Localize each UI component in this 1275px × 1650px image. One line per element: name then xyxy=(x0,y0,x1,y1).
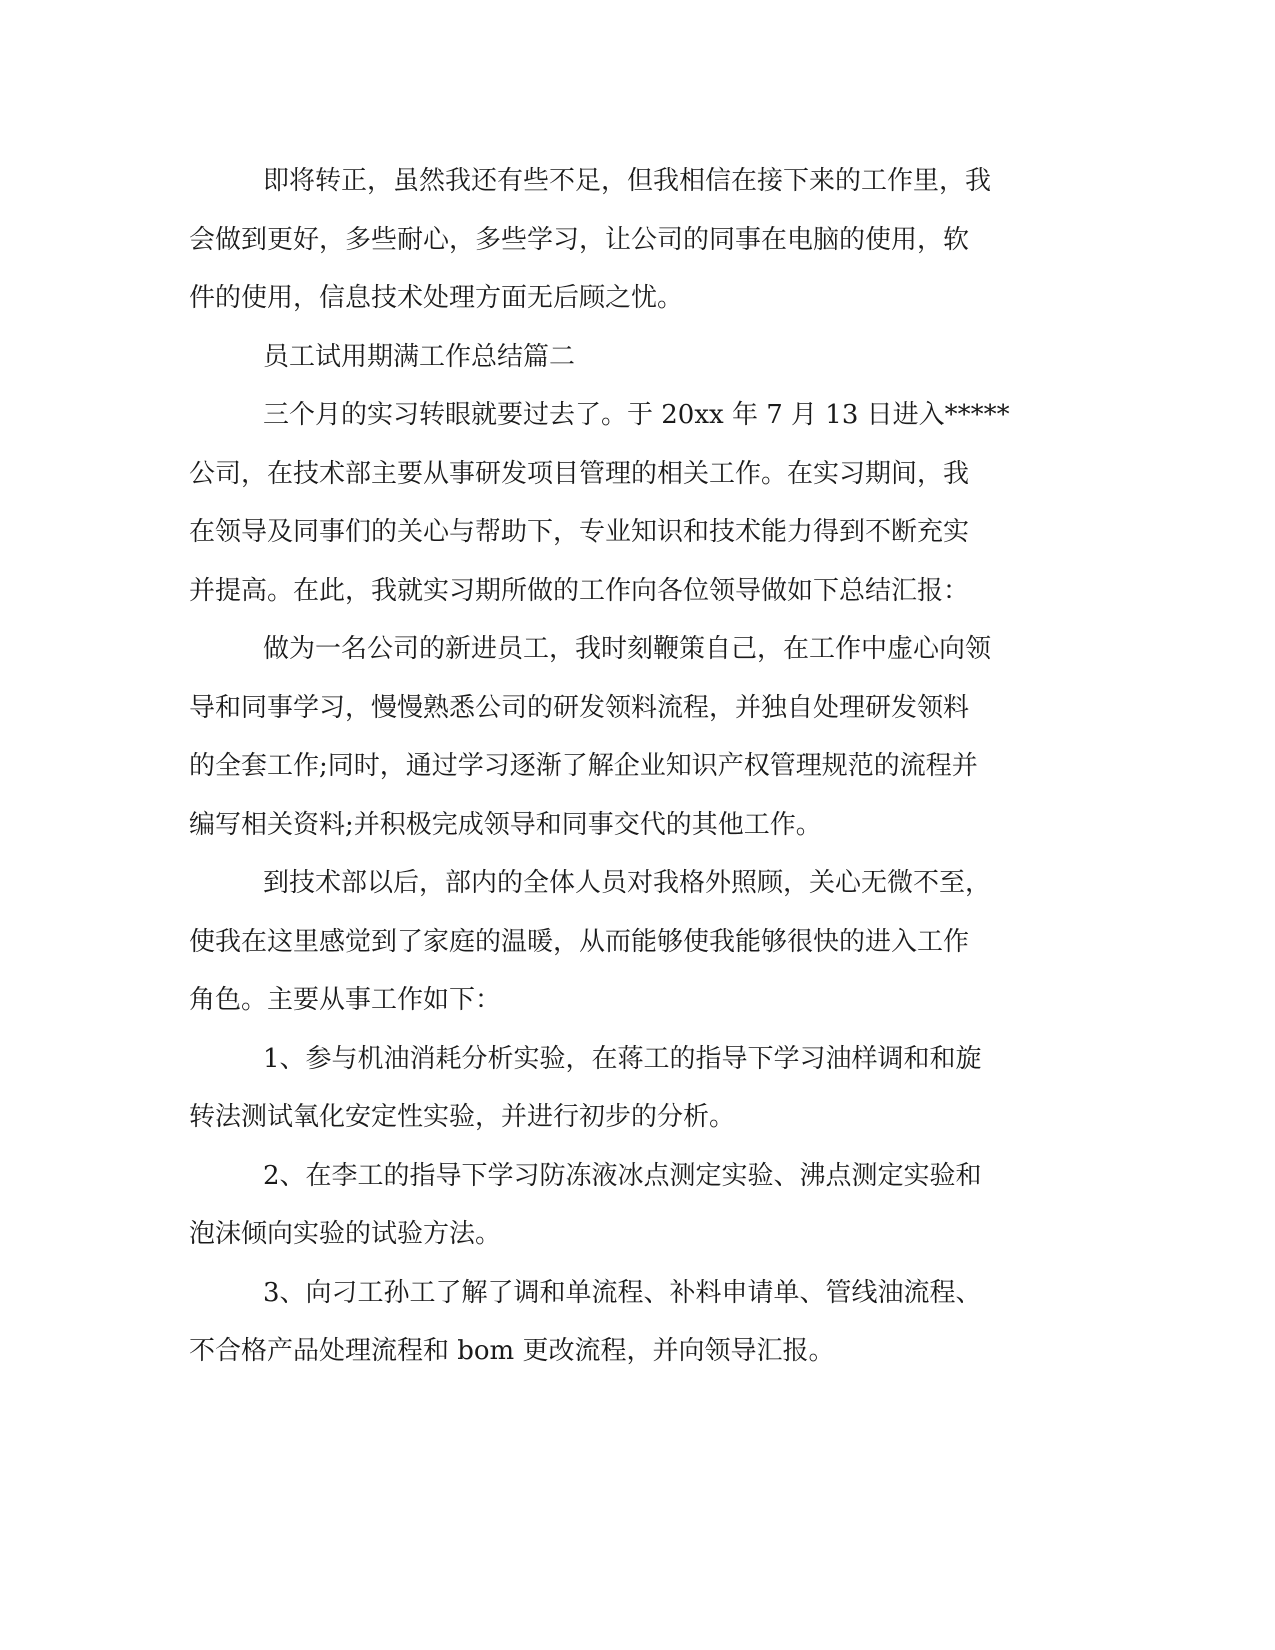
list-item-2-line-2: 泡沫倾向实验的试验方法。 xyxy=(189,1219,502,1249)
list-item-2-line-1: 2、在李工的指导下学习防冻液冰点测定实验、沸点测定实验和 xyxy=(263,1161,982,1191)
paragraph-4-line-2: 使我在这里感觉到了家庭的温暖，从而能够使我能够很快的进入工作 xyxy=(189,927,970,957)
paragraph-2-line-4: 并提高。在此，我就实习期所做的工作向各位领导做如下总结汇报： xyxy=(189,576,970,606)
paragraph-4-line-1: 到技术部以后，部内的全体人员对我格外照顾，关心无微不至， xyxy=(263,868,992,898)
paragraph-1-line-2: 会做到更好，多些耐心，多些学习，让公司的同事在电脑的使用，软 xyxy=(189,225,970,255)
list-item-3-line-1: 3、向刁工孙工了解了调和单流程、补料申请单、管线油流程、 xyxy=(263,1278,982,1308)
section-heading: 员工试用期满工作总结篇二 xyxy=(263,342,576,372)
paragraph-4-line-3: 角色。主要从事工作如下： xyxy=(189,985,502,1015)
paragraph-3-line-1: 做为一名公司的新进员工，我时刻鞭策自己，在工作中虚心向领 xyxy=(263,634,992,664)
paragraph-2-line-3: 在领导及同事们的关心与帮助下，专业知识和技术能力得到不断充实 xyxy=(189,517,970,547)
paragraph-3-line-3: 的全套工作;同时，通过学习逐渐了解企业知识产权管理规范的流程并 xyxy=(189,751,978,781)
paragraph-2-line-1: 三个月的实习转眼就要过去了。于 20xx 年 7 月 13 日进入***** xyxy=(263,400,1010,430)
list-item-1-line-2: 转法测试氧化安定性实验，并进行初步的分析。 xyxy=(189,1102,736,1132)
list-item-3-line-2: 不合格产品处理流程和 bom 更改流程，并向领导汇报。 xyxy=(189,1336,835,1366)
list-item-1-line-1: 1、参与机油消耗分析实验，在蒋工的指导下学习油样调和和旋 xyxy=(263,1044,982,1074)
paragraph-3-line-2: 导和同事学习，慢慢熟悉公司的研发领料流程，并独自处理研发领料 xyxy=(189,693,970,723)
paragraph-3-line-4: 编写相关资料;并积极完成领导和同事交代的其他工作。 xyxy=(189,810,822,840)
paragraph-1-line-3: 件的使用，信息技术处理方面无后顾之忧。 xyxy=(189,283,684,313)
paragraph-2-line-2: 公司，在技术部主要从事研发项目管理的相关工作。在实习期间，我 xyxy=(189,459,970,489)
paragraph-1-line-1: 即将转正，虽然我还有些不足，但我相信在接下来的工作里，我 xyxy=(263,166,992,196)
